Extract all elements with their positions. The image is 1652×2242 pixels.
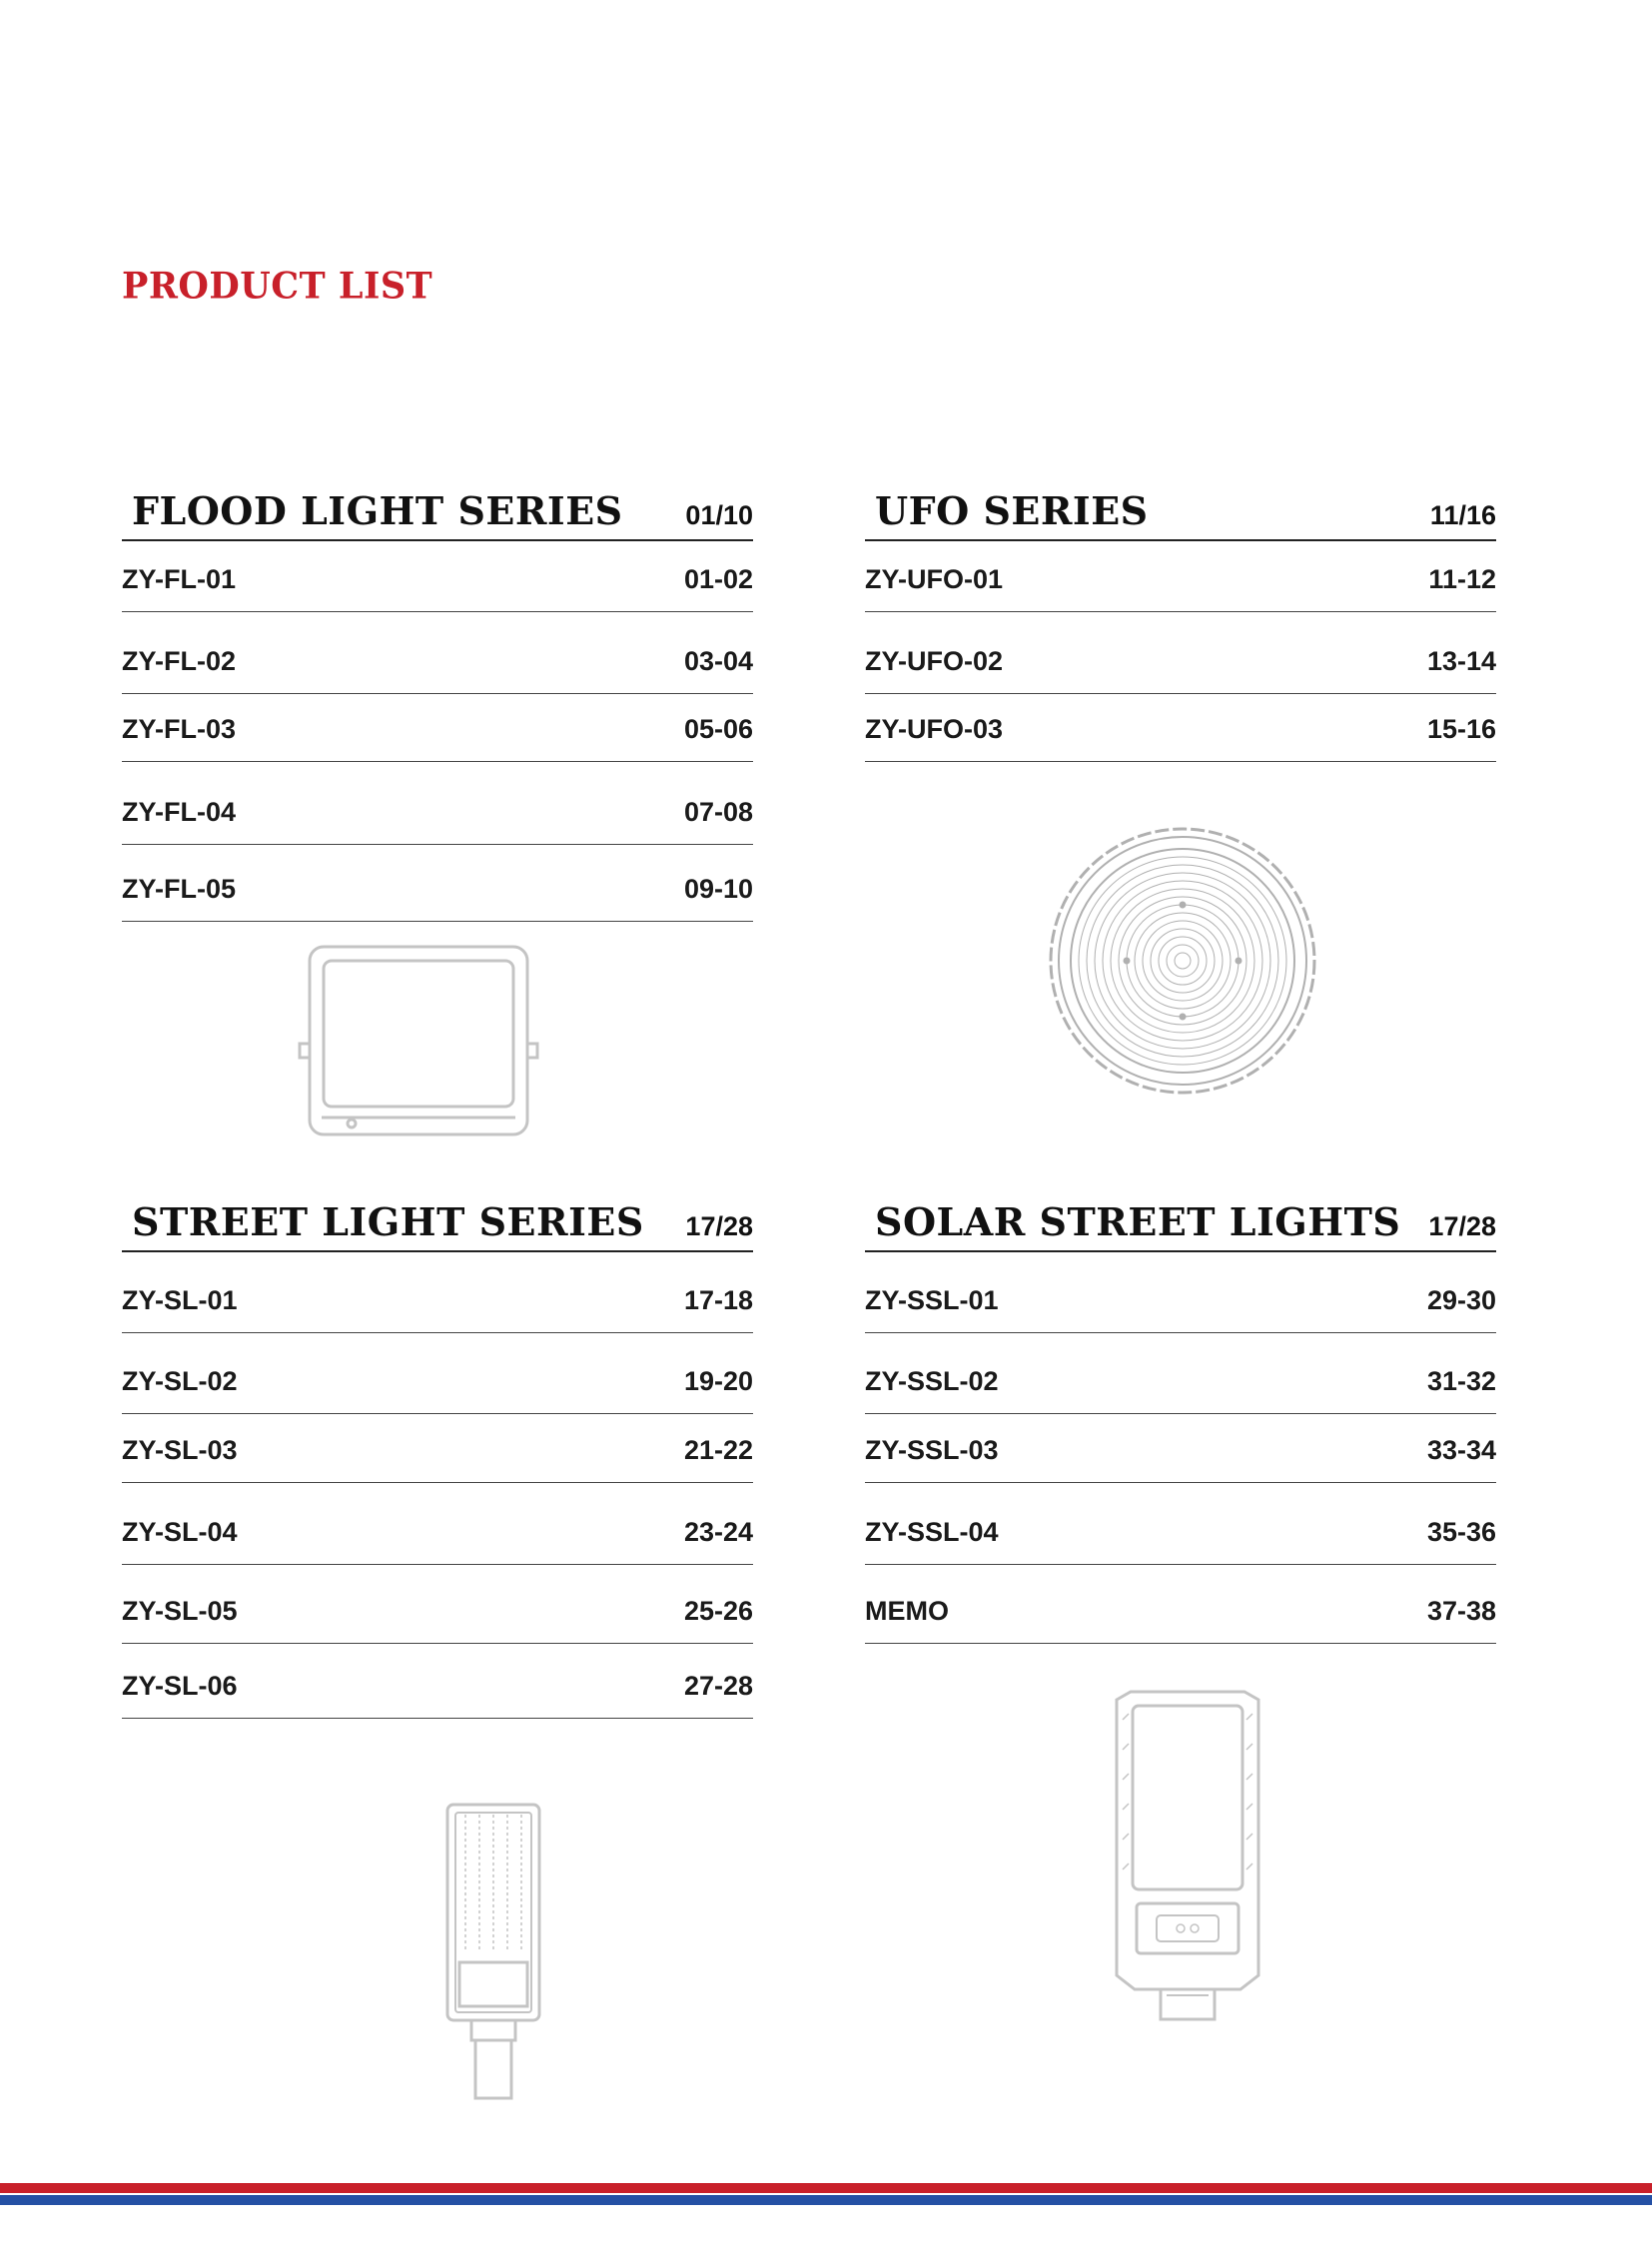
product-code: ZY-FL-02 bbox=[122, 646, 237, 676]
list-item[interactable] bbox=[865, 1334, 1496, 1414]
footer-stripe-red bbox=[0, 2183, 1652, 2193]
section-page-range: 17/28 bbox=[1428, 1211, 1496, 1241]
page-numbers: 23-24 bbox=[683, 1517, 753, 1547]
page-numbers: 03-04 bbox=[683, 646, 753, 676]
product-code: ZY-SSL-01 bbox=[865, 1285, 999, 1315]
product-code: ZY-FL-03 bbox=[122, 714, 237, 744]
ufo-light-illustration bbox=[1047, 825, 1318, 1097]
section-page-range: 17/28 bbox=[685, 1211, 753, 1241]
section-title: FLOOD LIGHT SERIES bbox=[132, 488, 623, 533]
product-code: ZY-SSL-03 bbox=[865, 1435, 999, 1465]
list-item[interactable] bbox=[865, 1566, 1496, 1644]
list-item[interactable] bbox=[865, 1484, 1496, 1565]
page-numbers: 35-36 bbox=[1426, 1517, 1496, 1547]
list-item[interactable] bbox=[122, 846, 753, 922]
product-code: ZY-SL-01 bbox=[122, 1285, 238, 1315]
page-numbers: 37-38 bbox=[1426, 1596, 1496, 1626]
section-header bbox=[122, 1200, 753, 1252]
section-header bbox=[865, 1200, 1496, 1252]
list-item[interactable] bbox=[122, 1566, 753, 1644]
footer-stripe-blue bbox=[0, 2195, 1652, 2205]
flood-light-illustration bbox=[298, 944, 539, 1139]
section-street-light bbox=[122, 1199, 753, 1701]
product-code: ZY-FL-04 bbox=[122, 797, 237, 827]
page-numbers: 33-34 bbox=[1426, 1435, 1496, 1465]
list-item[interactable] bbox=[865, 1252, 1496, 1333]
section-title: UFO SERIES bbox=[875, 488, 1149, 533]
product-code: ZY-UFO-02 bbox=[865, 646, 1004, 676]
page-numbers: 29-30 bbox=[1426, 1285, 1496, 1315]
list-item[interactable] bbox=[865, 541, 1496, 612]
page-numbers: 25-26 bbox=[683, 1596, 753, 1626]
product-code: ZY-SL-03 bbox=[122, 1435, 238, 1465]
page-numbers: 01-02 bbox=[683, 564, 753, 594]
page-numbers: 27-28 bbox=[683, 1671, 753, 1701]
page-title: PRODUCT LIST bbox=[122, 264, 433, 309]
product-code: ZY-FL-05 bbox=[122, 874, 237, 904]
section-title: SOLAR STREET LIGHTS bbox=[875, 1199, 1401, 1244]
product-code: ZY-SL-02 bbox=[122, 1366, 238, 1396]
section-page-range: 11/16 bbox=[1429, 500, 1496, 530]
list-item[interactable] bbox=[122, 1252, 753, 1333]
section-header bbox=[865, 489, 1496, 541]
product-code: ZY-UFO-03 bbox=[865, 714, 1004, 744]
product-code: ZY-SL-04 bbox=[122, 1517, 238, 1547]
section-header bbox=[122, 489, 753, 541]
section-ufo bbox=[865, 488, 1496, 744]
section-flood-light bbox=[122, 488, 753, 904]
list-item[interactable] bbox=[865, 1415, 1496, 1483]
page-numbers: 11-12 bbox=[1428, 564, 1496, 594]
list-item[interactable] bbox=[122, 1415, 753, 1483]
product-code: ZY-FL-01 bbox=[122, 564, 237, 594]
product-code: ZY-UFO-01 bbox=[865, 564, 1004, 594]
product-code: ZY-SSL-02 bbox=[865, 1366, 999, 1396]
list-item[interactable] bbox=[122, 695, 753, 762]
solar-street-light-illustration bbox=[1111, 1690, 1264, 2025]
page-numbers: 17-18 bbox=[683, 1285, 753, 1315]
list-item[interactable] bbox=[865, 613, 1496, 694]
list-item[interactable] bbox=[865, 695, 1496, 762]
product-code: ZY-SL-06 bbox=[122, 1671, 238, 1701]
list-item[interactable] bbox=[122, 1334, 753, 1414]
page-numbers: 07-08 bbox=[683, 797, 753, 827]
section-solar-street-lights bbox=[865, 1199, 1496, 1626]
list-item[interactable] bbox=[122, 763, 753, 845]
page-numbers: 09-10 bbox=[683, 874, 753, 904]
list-item[interactable] bbox=[122, 541, 753, 612]
product-code: MEMO bbox=[865, 1596, 949, 1626]
section-page-range: 01/10 bbox=[685, 500, 753, 530]
product-code: ZY-SL-05 bbox=[122, 1596, 238, 1626]
page-numbers: 15-16 bbox=[1426, 714, 1496, 744]
product-code: ZY-SSL-04 bbox=[865, 1517, 999, 1547]
page-numbers: 05-06 bbox=[683, 714, 753, 744]
list-item[interactable] bbox=[122, 1484, 753, 1565]
list-item[interactable] bbox=[122, 1645, 753, 1719]
page-numbers: 31-32 bbox=[1426, 1366, 1496, 1396]
page-numbers: 21-22 bbox=[683, 1435, 753, 1465]
page-numbers: 13-14 bbox=[1426, 646, 1496, 676]
street-light-illustration bbox=[443, 1803, 543, 2102]
page-numbers: 19-20 bbox=[683, 1366, 753, 1396]
section-title: STREET LIGHT SERIES bbox=[132, 1199, 644, 1244]
list-item[interactable] bbox=[122, 613, 753, 694]
